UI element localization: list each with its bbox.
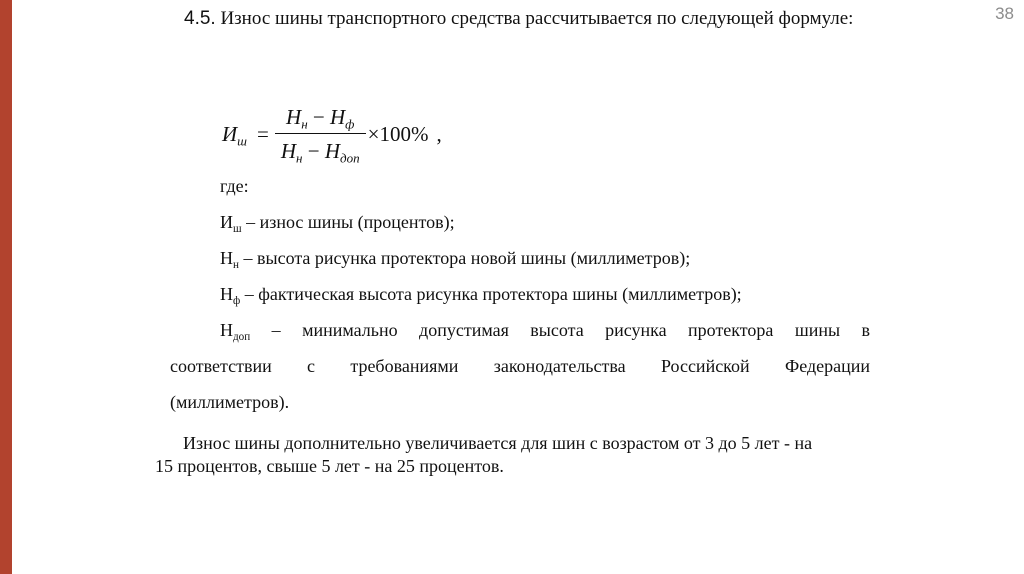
definition-item: $И_ш$ – износ шины (процентов); [220,212,455,235]
slide-accent-bar [0,0,12,574]
wear-formula [222,98,442,170]
note-line: 15 процентов, свыше 5 лет - на 25 процентов. [155,456,504,476]
definition-continuation: соответствии с требованиями законодательства Российской Федерации [170,356,870,376]
page-number: 38 [995,4,1014,23]
formula-denominator: $Н_н - Н_{доп}$ [280,138,360,166]
formula-lhs: $И_ш$ [222,121,247,149]
section-heading [184,8,853,30]
formula-trailing-comma: , [436,121,442,146]
formula-numerator: $Н_н - Н_ф$ [286,104,355,132]
formula-fraction [275,105,366,164]
definition-item: $Н_{доп}$ – минимально допустимая высота рисунка протектора шины в [220,320,870,343]
definitions-where: где: [220,176,249,196]
definitions [170,168,870,420]
formula-equals: = [257,121,269,146]
age-surcharge-note [155,432,875,478]
definition-item: $Н_ф$ – фактическая высота рисунка протектора шины (миллиметров); [220,284,742,307]
section-number: 4.5. [184,8,216,29]
definition-item: $Н_н$ – высота рисунка протектора новой шины (миллиметров); [220,248,691,271]
section-heading-text: Износ шины транспортного средства рассчитывается по следующей формуле: [215,8,854,29]
note-line: Износ шины дополнительно увеличивается для шин с возрастом от 3 до 5 лет - на [183,433,813,453]
formula-multiplier: ×100% [367,121,429,146]
definition-continuation: (миллиметров). [170,392,290,412]
